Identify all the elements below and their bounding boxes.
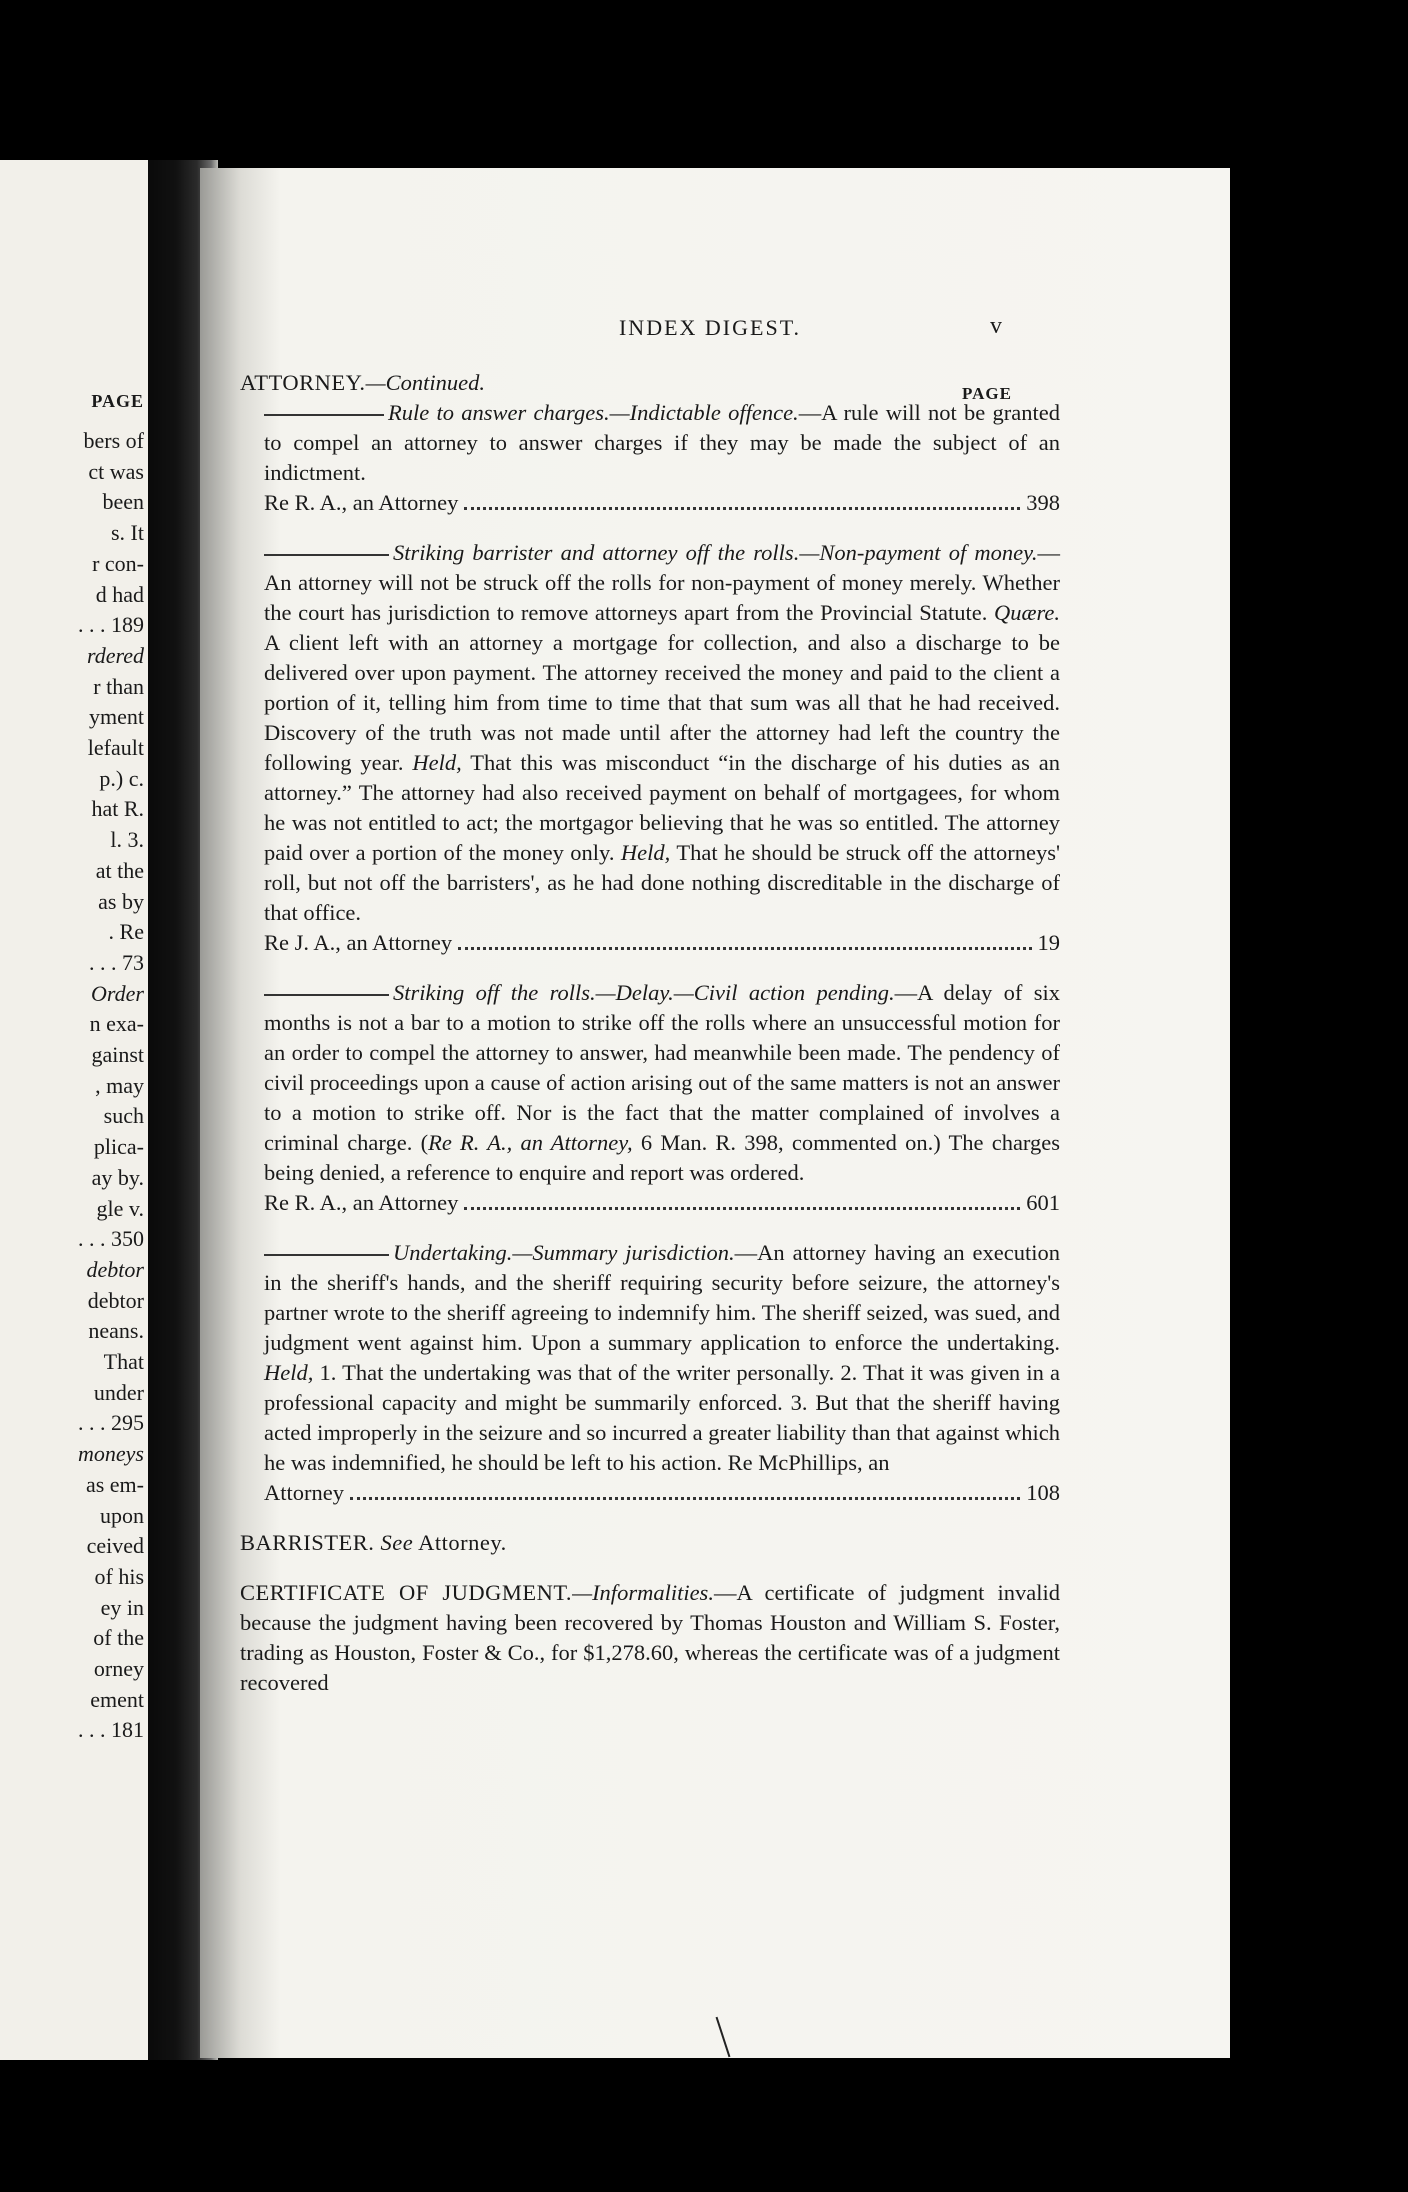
left-page-line: s. It [111,520,144,546]
dot-leader [458,947,1031,950]
entry-held: Held, [412,750,462,775]
entry-undertaking [240,1238,1060,1508]
entry-ref-line [264,488,1060,518]
entry-dash [264,414,384,416]
barrister-heading: BARRISTER. [240,1530,375,1555]
left-page-line: as em- [85,1471,144,1497]
entry-text: —A rule will not be granted to compel an attorney to answer charges if they may be made the subject of an indictment. [264,400,1061,485]
left-page-line: orney [93,1656,144,1681]
dot-leader [350,1497,1020,1500]
left-page-line: ement [90,1686,144,1712]
entry-striking-barrister [240,538,1060,958]
left-page-line: bers of [83,428,144,453]
left-page-line: neans. [88,1318,144,1344]
entry-text: —A certificate of judgment invalid because the judgment having been recovered by Thomas Houston and William S. Foster, trading as Houston, Foster & Co., for $1,278.60, whereas the certificate was of a judgment recovered [240,1580,1060,1695]
barrister-heading-line [240,1528,1060,1558]
entry-ref-prefix: Re McPhillips, an [727,1450,890,1475]
entry-topic: Rule to answer charges.—Indictable offence. [388,400,799,425]
left-page-line: Order [91,980,144,1006]
left-page-line: under [93,1379,144,1405]
left-page-line: lefault [87,735,144,760]
left-page-line: debtor [87,1287,144,1313]
left-page-line: such [103,1103,144,1129]
entry-page: 108 [1026,1480,1060,1505]
left-page-line: upon [100,1502,144,1528]
left-page-line: . . . 73 [89,949,144,975]
left-page-line: of the [93,1625,144,1651]
see-label: See [380,1530,414,1555]
page-column-label: PAGE [962,384,1012,403]
left-page-line: . . . 181 [78,1717,144,1743]
left-page-line: ey in [100,1594,144,1620]
entry-text: —An attorney having an execution in the sheriff's hands, and the sheriff requiring security before seizure, the attorney's partner wrote to the sheriff agreeing to indemnify him. The sheriff seized, was sued, and judgment went against him. Upon a summary application to enforce the undertaking. [264,1240,1060,1355]
left-page-line: . Re [108,919,144,945]
left-page-line: n exa- [89,1011,144,1037]
entry-text: A client left with an attorney a mortgage for collection, and also a discharge to be delivered over upon payment. The attorney received the money and paid to the client a portion of it, telling him from time to time that that sum was all that he had received. Discovery of the truth was not made until after the attorney had left the country the following year. [264,630,1060,775]
entry-dash [264,554,389,556]
left-page-line: r con- [92,550,144,576]
entry-quaere: Quære. [993,600,1061,625]
left-page-line: rdered [86,642,144,668]
entry-ref-line [264,1478,1060,1508]
entry-held: Held, [264,1360,314,1385]
left-page-line: moneys [78,1441,144,1467]
entry-text: 6 Man. R. 398, commented on.) The charges being denied, a reference to enquire and report was ordered. [264,1130,1061,1185]
entry-text: —A delay of six months is not a bar to a motion to strike off the rolls where an unsuccessful motion for an order to compel the attorney to answer, had meanwhile been made. The pendency of civil proceedings upon a cause of action arising out of the same matters is not an answer to a motion to strike off. Nor is the fact that the matter complained of involves a criminal charge. ( [264,980,1060,1155]
see-target: Attorney. [418,1530,507,1555]
entry-topic: Undertaking.—Summary jurisdiction. [393,1240,735,1265]
attorney-continued: —Continued. [365,370,485,395]
entry-ref: Re R. A., an Attorney [264,490,459,515]
right-page [200,168,1230,2058]
left-page-line: . . . 189 [78,612,144,638]
dot-leader [464,1207,1020,1210]
entry-page: 601 [1026,1190,1060,1215]
left-page-line: , may [95,1072,144,1098]
left-page-line: plica- [93,1134,144,1160]
left-page-line: gle v. [96,1195,144,1221]
running-head: INDEX DIGEST. [618,315,801,340]
entry-ref: Attorney [264,1480,344,1505]
entry-page: 19 [1037,930,1060,955]
ink-mark [716,2017,731,2058]
left-page-line: ct was [88,458,144,484]
left-page-line: hat R. [91,796,144,822]
entry-ref-line [264,1188,1060,1218]
left-page-line: as by [98,888,144,914]
entry-text: 1. That the undertaking was that of the writer personally. 2. That it was given in a professional capacity and might be summarily enforced. 3. But that the sheriff having acted improperly in the seizure and so incurred a greater liability than that against which he was indemnified, he should be left to his action. [264,1360,1060,1475]
entry-rule-to-answer [240,398,1060,518]
left-page-line: of his [94,1563,144,1589]
left-page-line: p.) c. [99,765,144,791]
left-page-line: gainst [91,1042,144,1067]
entry-dash [264,994,389,996]
index-entries [240,368,1060,1698]
left-page-fragment [0,160,148,2060]
attorney-heading: ATTORNEY. [240,370,366,395]
entry-dash [264,1254,389,1256]
left-page-line: been [102,489,144,515]
entry-ref-line [264,928,1060,958]
left-page-line: l. 3. [110,827,144,853]
left-page-line: at the [95,857,144,883]
left-page-label: PAGE [91,391,144,411]
left-page-line: debtor [86,1256,144,1282]
entry-topic: Striking barrister and attorney off the rolls.—Non-payment of money. [393,540,1038,565]
left-page-line: ay by. [91,1164,144,1190]
entry-citation: Re R. A., an Attorney, [428,1130,633,1155]
left-page-line: d had [95,581,144,607]
left-page-line: . . . 295 [78,1410,144,1436]
entry-ref: Re R. A., an Attorney [264,1190,459,1215]
entry-certificate-of-judgment [240,1578,1060,1698]
entry-topic: Striking off the rolls.—Delay.—Civil action pending. [393,980,895,1005]
entry-ref: Re J. A., an Attorney [264,930,453,955]
certificate-heading: CERTIFICATE OF JUDGMENT. [240,1580,573,1605]
attorney-heading-line [240,368,1060,398]
left-page-line: yment [89,704,144,730]
dot-leader [464,507,1020,510]
left-page-line: ceived [86,1533,144,1559]
left-page-line: That [103,1349,144,1374]
left-page-line: . . . 350 [78,1226,144,1252]
entry-topic: —Informalities. [572,1580,714,1605]
page-number: v [990,313,1003,339]
entry-text: That he should be struck off the attorneys' roll, but not off the barristers', as he had done nothing discreditable in the discharge of that office. [264,840,1061,925]
entry-held: Held, [620,840,671,865]
entry-page: 398 [1026,490,1060,515]
entry-striking-off-delay [240,978,1060,1218]
entry-text: That this was misconduct “in the discharge of his duties as an attorney.” The attorney had also received payment on behalf of mortgagees, for whom he was not entitled to act; the mortgagor believing that he was so entitled. The attorney paid over a portion of the money only. [264,750,1060,865]
left-page-line: r than [93,673,144,699]
entry-text: —An attorney will not be struck off the rolls for non-payment of money merely. Whether the court has jurisdiction to remove attorneys apart from the Provincial Statute. [264,540,1060,625]
